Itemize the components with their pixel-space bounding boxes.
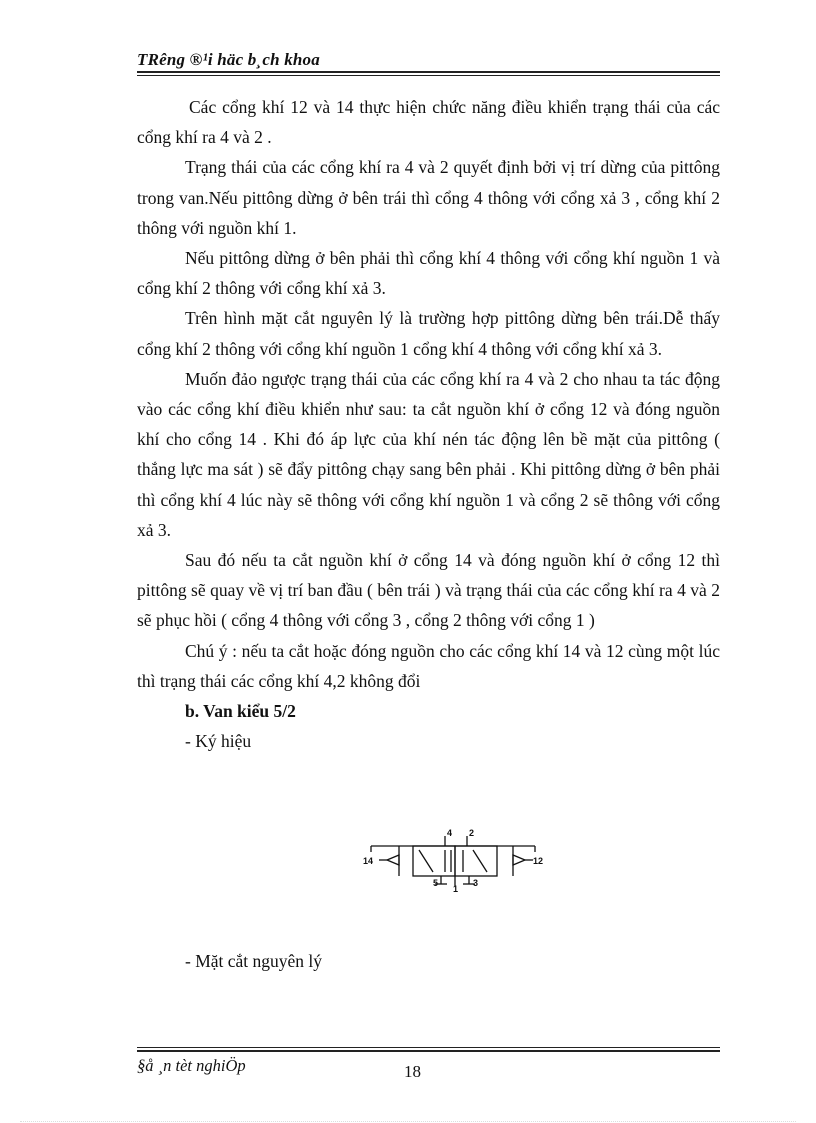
label-port-1: 1 (453, 884, 459, 892)
label-port-2: 2 (469, 828, 475, 838)
body-text (137, 92, 720, 756)
header-rule-thin (137, 75, 720, 76)
paragraph-2: Trạng thái của các cổng khí ra 4 và 2 quyết định bởi vị trí dừng của pittông trong van.Nếu pittông dừng ở bên trái thì cổng 4 thông với cổng xả 3 , cổng khí 2 thông với nguồn khí 1. (137, 157, 720, 238)
pilot-12-triangle (513, 855, 525, 865)
bottom-dotted-line (20, 1121, 796, 1122)
paragraph-7: Chú ý : nếu ta cắt hoặc đóng nguồn cho các cổng khí 14 và 12 cùng một lúc thì trạng thái các cổng khí 4,2 không đổi (137, 640, 720, 691)
label-port-14: 14 (363, 856, 374, 866)
valve-5-2-symbol (363, 828, 543, 892)
paragraph-6: Sau đó nếu ta cắt nguồn khí ở cổng 14 và đóng nguồn khí ở cổng 12 thì pittông sẽ quay về vị trí ban đầu ( bên trái ) và trạng thái của các cổng khí ra 4 và 2 sẽ phục hồi ( cổng 4 thông với cổng 3 , cổng 2 thông với cổng 1 ) (137, 550, 720, 631)
section-heading: b. Van kiểu 5/2 (185, 701, 296, 722)
flow-line-5 (473, 850, 487, 872)
footer-rule-thin (137, 1047, 720, 1048)
label-port-12: 12 (533, 856, 543, 866)
page-number: 18 (404, 1062, 421, 1081)
cross-section-label: - Mặt cắt nguyên lý (185, 951, 323, 971)
cross-section-block (137, 946, 720, 976)
pilot-14-triangle (387, 855, 399, 865)
valve-right-square (455, 846, 497, 876)
paragraph-4: Trên hình mặt cắt nguyên lý là trường hợp pittông dừng bên trái.Dễ thấy cổng khí 2 thông với cổng khí nguồn 1 cổng khí 4 thông với cổng khí xả 3. (137, 308, 720, 359)
header-rule-thick (137, 71, 720, 73)
label-port-5: 5 (433, 878, 439, 888)
label-port-3: 3 (473, 878, 479, 888)
paragraph-3: Nếu pittông dừng ở bên phải thì cổng khí 4 thông với cổng khí nguồn 1 và cổng khí 2 thông với cổng khí xả 3. (137, 248, 720, 299)
paragraph-5: Muốn đảo ngược trạng thái của các cổng khí ra 4 và 2 cho nhau ta tác động vào các cổng khí điều khiển như sau: ta cắt nguồn khí ở cổng 12 và đóng nguồn khí cho cổng 14 . Khi đó áp lực của khí nén tác động lên bề mặt của pittông ( thắng lực ma sát ) sẽ đẩy pittông chạy sang bên phải . Khi pittông dừng ở bên phải thì cổng khí 4 lúc này sẽ thông với cổng khí nguồn 1 và cổng 2 sẽ thông với cổng xả 3. (137, 368, 720, 540)
footer-text: §å ¸n tèt nghiÖp (137, 1056, 246, 1075)
footer-rule-thick (137, 1050, 720, 1052)
flow-line-1 (419, 850, 433, 872)
running-header-title: TRêng ®¹i häc b¸ch khoa (137, 50, 320, 69)
paragraph-1: Các cổng khí 12 và 14 thực hiện chức năng điều khiển trạng thái của các cổng khí ra 4 và 2 . (137, 97, 720, 148)
symbol-label: - Ký hiệu (185, 731, 252, 752)
label-port-4: 4 (447, 828, 453, 838)
